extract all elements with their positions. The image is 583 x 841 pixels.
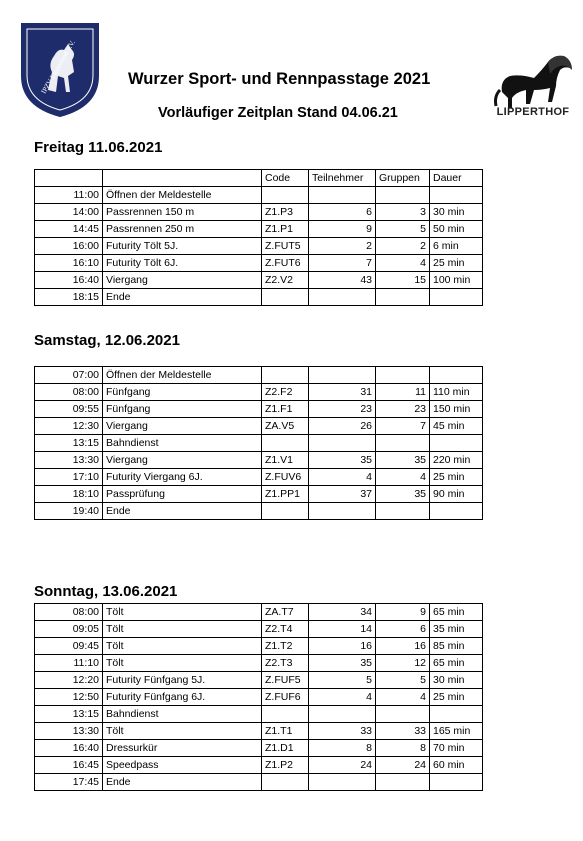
- cell-code: Z1.P2: [262, 757, 309, 774]
- header-cell-duration: Dauer: [430, 170, 483, 187]
- table-row: [35, 238, 483, 255]
- header-cell-groups: Gruppen: [376, 170, 430, 187]
- cell-participants: 35: [309, 655, 376, 672]
- table-row: [35, 604, 483, 621]
- cell-groups: 3: [376, 204, 430, 221]
- cell-event: Fünfgang: [103, 401, 262, 418]
- cell-groups: [376, 289, 430, 306]
- cell-code: Z2.V2: [262, 272, 309, 289]
- cell-participants: 5: [309, 672, 376, 689]
- cell-event: Fünfgang: [103, 384, 262, 401]
- cell-time: 09:55: [35, 401, 103, 418]
- cell-time: 12:50: [35, 689, 103, 706]
- cell-event: Futurity Tölt 5J.: [103, 238, 262, 255]
- cell-participants: 4: [309, 469, 376, 486]
- cell-duration: [430, 289, 483, 306]
- cell-event: Dressurkür: [103, 740, 262, 757]
- table-row: [35, 418, 483, 435]
- cell-participants: 43: [309, 272, 376, 289]
- cell-time: 11:10: [35, 655, 103, 672]
- cell-event: Tölt: [103, 723, 262, 740]
- cell-groups: 12: [376, 655, 430, 672]
- header-cell-event: [103, 170, 262, 187]
- cell-code: Z1.V1: [262, 452, 309, 469]
- cell-code: [262, 289, 309, 306]
- cell-time: 16:10: [35, 255, 103, 272]
- cell-event: Ende: [103, 774, 262, 791]
- table-row: [35, 672, 483, 689]
- day-heading-sunday: Sonntag, 13.06.2021: [34, 583, 178, 600]
- cell-groups: 5: [376, 221, 430, 238]
- table-row: [35, 272, 483, 289]
- table-row: [35, 384, 483, 401]
- cell-participants: 9: [309, 221, 376, 238]
- cell-participants: [309, 187, 376, 204]
- table-row: [35, 367, 483, 384]
- cell-code: [262, 435, 309, 452]
- cell-groups: 7: [376, 418, 430, 435]
- cell-time: 18:10: [35, 486, 103, 503]
- cell-participants: 4: [309, 689, 376, 706]
- table-row: [35, 486, 483, 503]
- cell-code: Z.FUF5: [262, 672, 309, 689]
- cell-groups: 2: [376, 238, 430, 255]
- header-cell-code: Code: [262, 170, 309, 187]
- cell-time: 17:45: [35, 774, 103, 791]
- cell-groups: 35: [376, 486, 430, 503]
- cell-participants: 26: [309, 418, 376, 435]
- cell-event: Viergang: [103, 418, 262, 435]
- cell-groups: [376, 503, 430, 520]
- cell-groups: [376, 367, 430, 384]
- cell-participants: 34: [309, 604, 376, 621]
- cell-groups: 16: [376, 638, 430, 655]
- cell-participants: 23: [309, 401, 376, 418]
- cell-duration: 50 min: [430, 221, 483, 238]
- cell-code: Z1.T2: [262, 638, 309, 655]
- table-row: [35, 757, 483, 774]
- cell-participants: [309, 289, 376, 306]
- cell-event: Passrennen 250 m: [103, 221, 262, 238]
- cell-time: 13:30: [35, 723, 103, 740]
- cell-participants: 37: [309, 486, 376, 503]
- cell-participants: [309, 367, 376, 384]
- cell-time: 17:10: [35, 469, 103, 486]
- table-row: [35, 503, 483, 520]
- cell-groups: 4: [376, 469, 430, 486]
- table-row: [35, 655, 483, 672]
- cell-code: Z2.F2: [262, 384, 309, 401]
- table-row: [35, 452, 483, 469]
- cell-duration: 6 min: [430, 238, 483, 255]
- table-row: [35, 469, 483, 486]
- cell-duration: [430, 367, 483, 384]
- cell-code: [262, 503, 309, 520]
- cell-event: Tölt: [103, 604, 262, 621]
- cell-event: Futurity Tölt 6J.: [103, 255, 262, 272]
- cell-duration: 85 min: [430, 638, 483, 655]
- cell-event: Viergang: [103, 272, 262, 289]
- cell-event: Öffnen der Meldestelle: [103, 367, 262, 384]
- cell-groups: 24: [376, 757, 430, 774]
- cell-code: ZA.T7: [262, 604, 309, 621]
- cell-code: Z1.P1: [262, 221, 309, 238]
- cell-event: Futurity Fünfgang 6J.: [103, 689, 262, 706]
- cell-code: Z1.F1: [262, 401, 309, 418]
- cell-groups: 4: [376, 689, 430, 706]
- cell-duration: [430, 187, 483, 204]
- cell-time: 07:00: [35, 367, 103, 384]
- cell-time: 19:40: [35, 503, 103, 520]
- cell-code: Z1.D1: [262, 740, 309, 757]
- table-row: [35, 204, 483, 221]
- cell-event: Tölt: [103, 621, 262, 638]
- cell-event: Tölt: [103, 655, 262, 672]
- table-row: [35, 435, 483, 452]
- cell-code: Z1.T1: [262, 723, 309, 740]
- cell-groups: 9: [376, 604, 430, 621]
- cell-participants: 35: [309, 452, 376, 469]
- table-row: [35, 221, 483, 238]
- cell-participants: 14: [309, 621, 376, 638]
- cell-code: Z.FUT6: [262, 255, 309, 272]
- cell-duration: [430, 435, 483, 452]
- cell-time: 14:45: [35, 221, 103, 238]
- cell-duration: 70 min: [430, 740, 483, 757]
- cell-code: Z2.T3: [262, 655, 309, 672]
- cell-participants: 33: [309, 723, 376, 740]
- cell-event: Ende: [103, 289, 262, 306]
- cell-duration: 25 min: [430, 689, 483, 706]
- table-row: [35, 621, 483, 638]
- cell-code: ZA.V5: [262, 418, 309, 435]
- cell-duration: 30 min: [430, 204, 483, 221]
- cell-event: Speedpass: [103, 757, 262, 774]
- cell-event: Bahndienst: [103, 706, 262, 723]
- cell-participants: 2: [309, 238, 376, 255]
- cell-duration: 65 min: [430, 604, 483, 621]
- table-row: [35, 740, 483, 757]
- cell-duration: 100 min: [430, 272, 483, 289]
- table-row: [35, 187, 483, 204]
- cell-groups: 35: [376, 452, 430, 469]
- cell-time: 16:40: [35, 272, 103, 289]
- cell-duration: 65 min: [430, 655, 483, 672]
- cell-code: [262, 367, 309, 384]
- page-title: Wurzer Sport- und Rennpasstage 2021: [128, 70, 431, 88]
- cell-duration: 25 min: [430, 469, 483, 486]
- day-heading-friday: Freitag 11.06.2021: [34, 139, 163, 156]
- page-subtitle: Vorläufiger Zeitplan Stand 04.06.21: [158, 105, 398, 121]
- schedule-table-friday: [34, 169, 483, 306]
- cell-duration: 60 min: [430, 757, 483, 774]
- cell-time: 12:30: [35, 418, 103, 435]
- cell-event: Futurity Viergang 6J.: [103, 469, 262, 486]
- table-row: [35, 638, 483, 655]
- table-row: [35, 706, 483, 723]
- cell-participants: [309, 435, 376, 452]
- cell-duration: 25 min: [430, 255, 483, 272]
- cell-time: 13:15: [35, 706, 103, 723]
- cell-participants: 24: [309, 757, 376, 774]
- cell-duration: 110 min: [430, 384, 483, 401]
- cell-time: 08:00: [35, 384, 103, 401]
- cell-event: Tölt: [103, 638, 262, 655]
- table-row: [35, 255, 483, 272]
- logo-left-text: IPZV Lipperland e.V.: [39, 38, 77, 96]
- cell-groups: 23: [376, 401, 430, 418]
- table-row: [35, 289, 483, 306]
- cell-event: Bahndienst: [103, 435, 262, 452]
- table-row: [35, 774, 483, 791]
- cell-duration: 220 min: [430, 452, 483, 469]
- cell-event: Öffnen der Meldestelle: [103, 187, 262, 204]
- cell-participants: 16: [309, 638, 376, 655]
- cell-time: 13:15: [35, 435, 103, 452]
- cell-groups: 11: [376, 384, 430, 401]
- cell-event: Viergang: [103, 452, 262, 469]
- header-cell-time: [35, 170, 103, 187]
- cell-duration: 90 min: [430, 486, 483, 503]
- cell-duration: 35 min: [430, 621, 483, 638]
- cell-time: 16:45: [35, 757, 103, 774]
- cell-time: 14:00: [35, 204, 103, 221]
- cell-groups: 8: [376, 740, 430, 757]
- cell-code: Z.FUT5: [262, 238, 309, 255]
- cell-time: 09:45: [35, 638, 103, 655]
- cell-code: Z.FUF6: [262, 689, 309, 706]
- cell-groups: [376, 706, 430, 723]
- schedule-table-sunday: [34, 603, 483, 791]
- cell-groups: [376, 187, 430, 204]
- cell-code: Z1.PP1: [262, 486, 309, 503]
- cell-time: 13:30: [35, 452, 103, 469]
- cell-time: 16:00: [35, 238, 103, 255]
- cell-participants: [309, 503, 376, 520]
- cell-time: 08:00: [35, 604, 103, 621]
- cell-participants: [309, 706, 376, 723]
- cell-participants: [309, 774, 376, 791]
- logo-right-text: LIPPERTHOF: [496, 106, 570, 118]
- cell-groups: 4: [376, 255, 430, 272]
- cell-event: Ende: [103, 503, 262, 520]
- cell-duration: [430, 774, 483, 791]
- cell-code: Z1.P3: [262, 204, 309, 221]
- cell-code: Z.FUV6: [262, 469, 309, 486]
- cell-groups: 15: [376, 272, 430, 289]
- table-header-row: [35, 170, 483, 187]
- cell-participants: 6: [309, 204, 376, 221]
- day-heading-saturday: Samstag, 12.06.2021: [34, 332, 180, 349]
- cell-code: [262, 187, 309, 204]
- header-cell-participants: Teilnehmer: [309, 170, 376, 187]
- cell-groups: 5: [376, 672, 430, 689]
- cell-duration: [430, 706, 483, 723]
- cell-code: Z2.T4: [262, 621, 309, 638]
- cell-duration: 45 min: [430, 418, 483, 435]
- cell-participants: 7: [309, 255, 376, 272]
- table-row: [35, 689, 483, 706]
- cell-duration: 150 min: [430, 401, 483, 418]
- cell-event: Passrennen 150 m: [103, 204, 262, 221]
- cell-groups: [376, 435, 430, 452]
- cell-duration: [430, 503, 483, 520]
- cell-code: [262, 706, 309, 723]
- cell-groups: 6: [376, 621, 430, 638]
- cell-participants: 8: [309, 740, 376, 757]
- cell-time: 09:05: [35, 621, 103, 638]
- cell-groups: 33: [376, 723, 430, 740]
- cell-groups: [376, 774, 430, 791]
- cell-event: Passprüfung: [103, 486, 262, 503]
- cell-time: 18:15: [35, 289, 103, 306]
- ipzv-lipperland-logo: [18, 20, 102, 118]
- cell-time: 11:00: [35, 187, 103, 204]
- cell-participants: 31: [309, 384, 376, 401]
- cell-duration: 165 min: [430, 723, 483, 740]
- schedule-table-saturday: [34, 366, 483, 520]
- table-row: [35, 723, 483, 740]
- cell-duration: 30 min: [430, 672, 483, 689]
- table-row: [35, 401, 483, 418]
- cell-code: [262, 774, 309, 791]
- cell-time: 12:20: [35, 672, 103, 689]
- cell-event: Futurity Fünfgang 5J.: [103, 672, 262, 689]
- cell-time: 16:40: [35, 740, 103, 757]
